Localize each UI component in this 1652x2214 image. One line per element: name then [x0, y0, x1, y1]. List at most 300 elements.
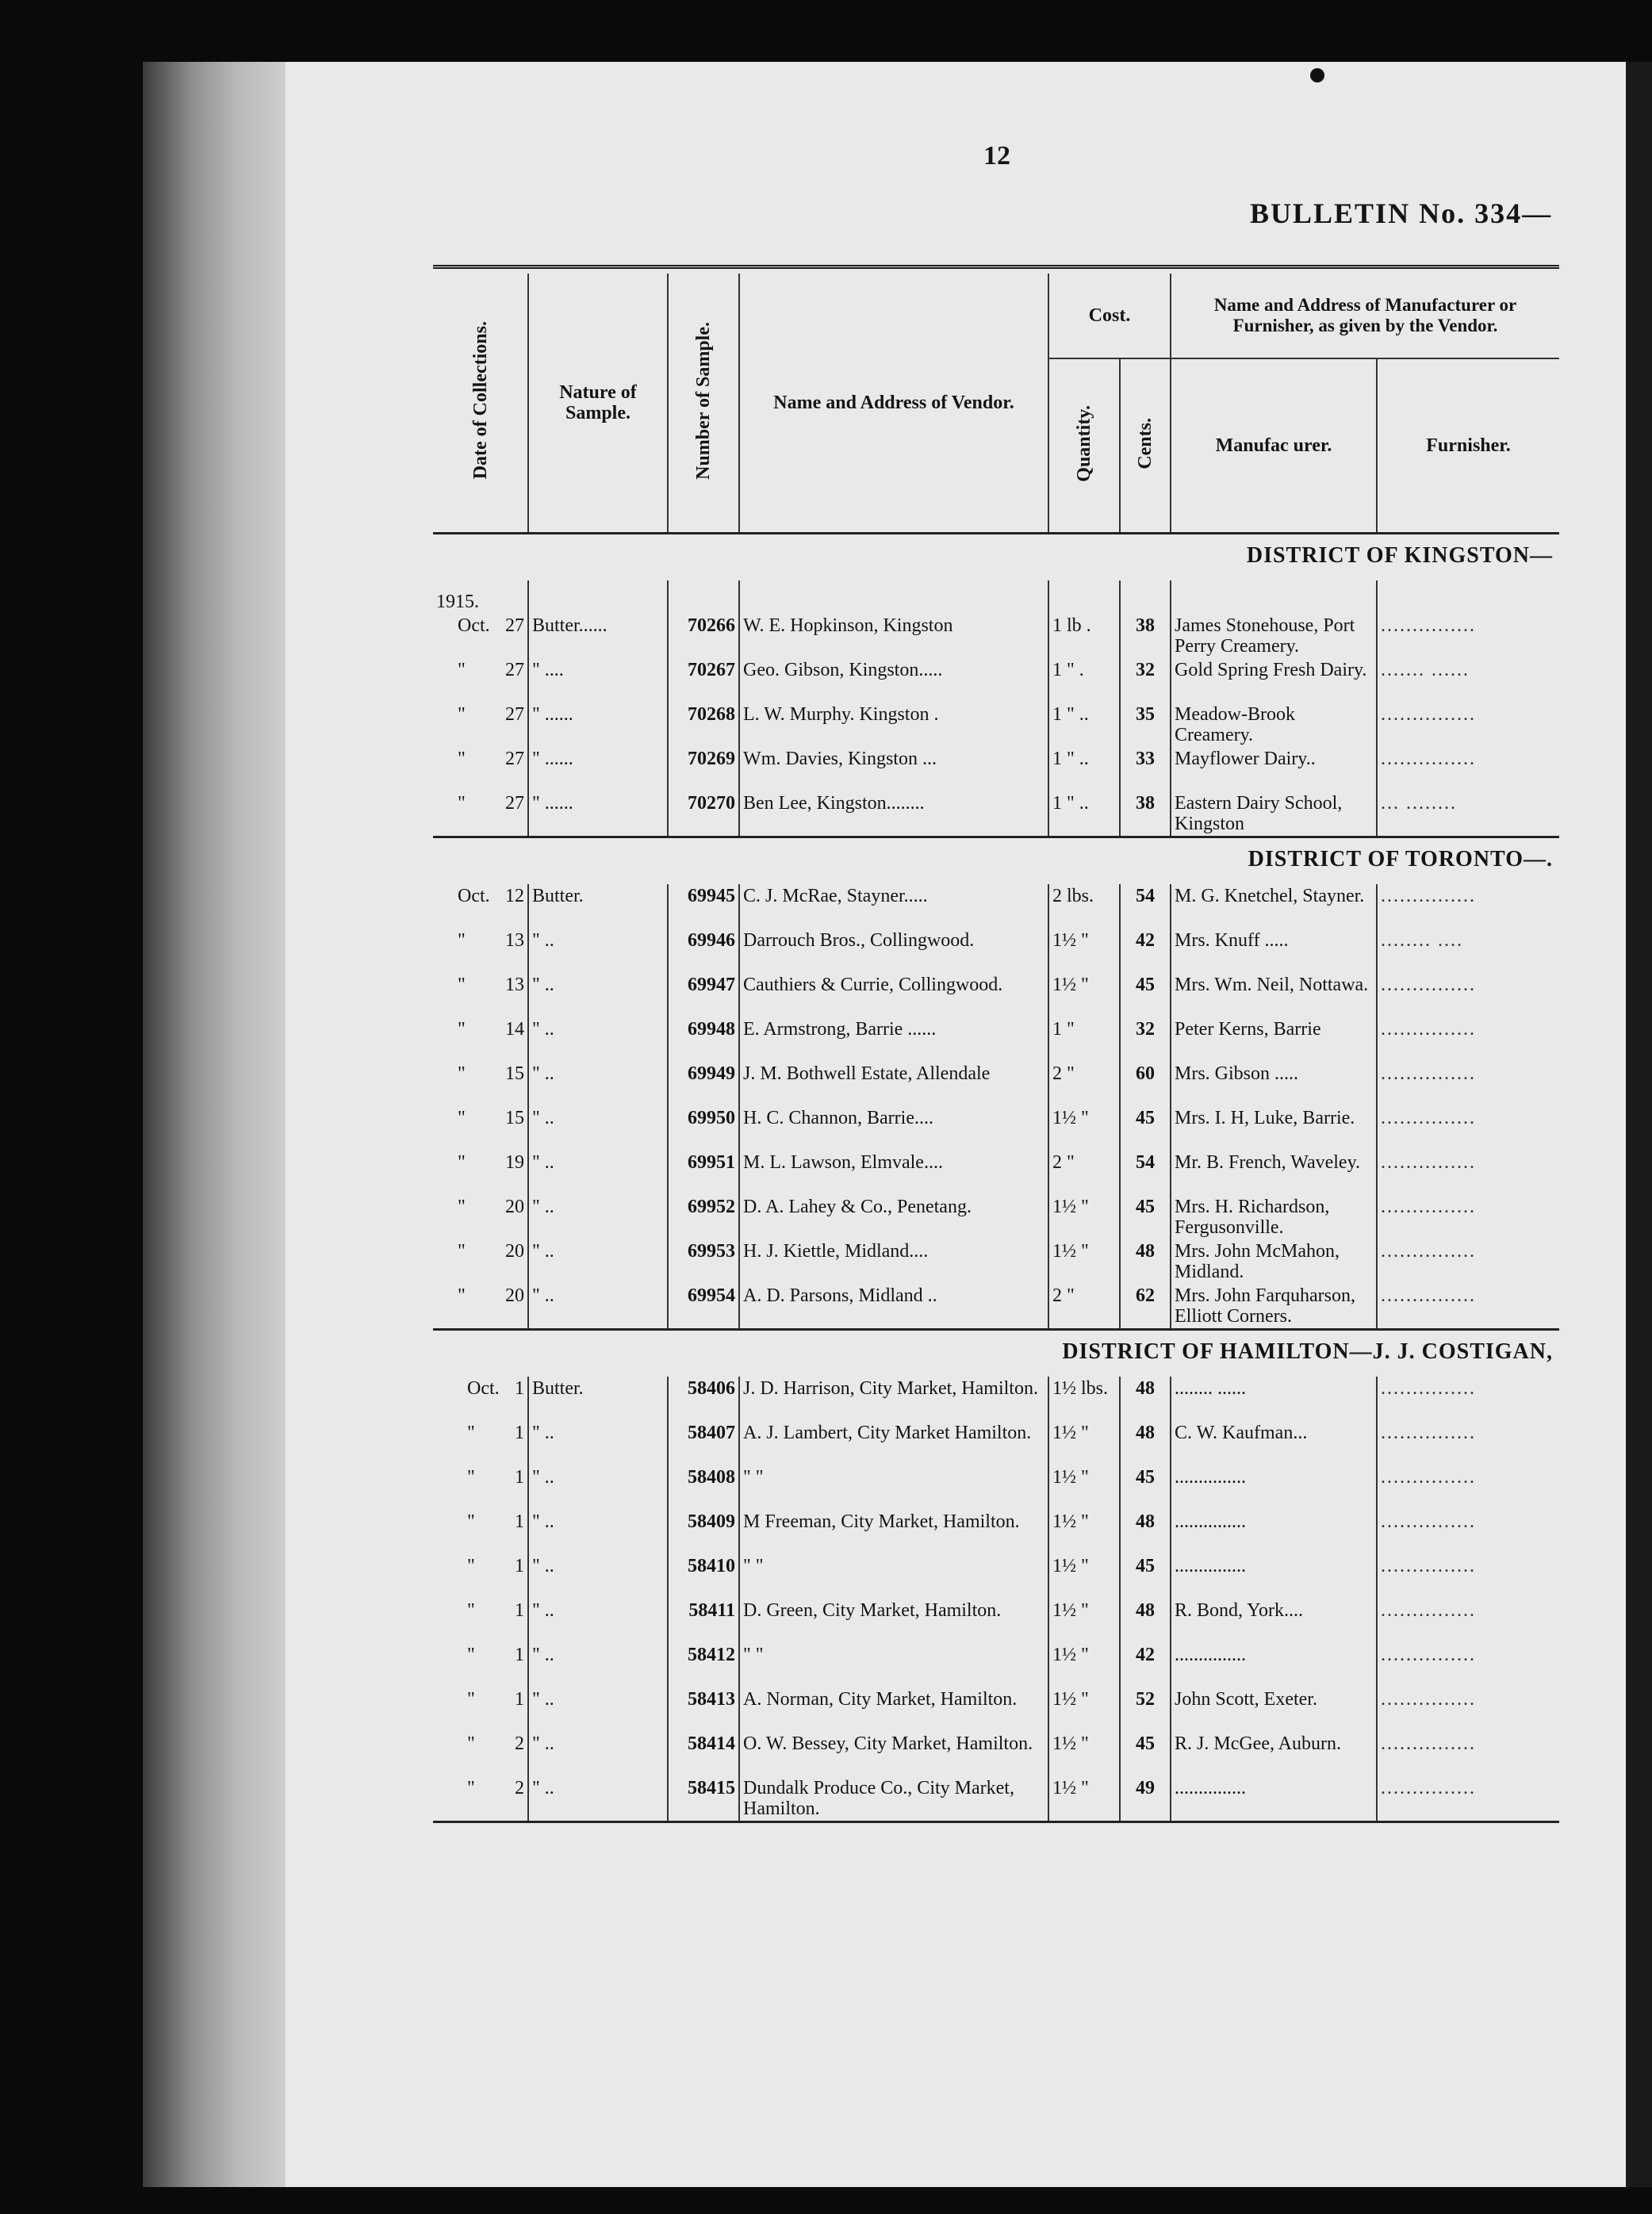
empty-cell: [1048, 580, 1120, 614]
month-text: ": [467, 1733, 475, 1754]
vendor-cell: H. C. Channon, Barrie....: [739, 1106, 1048, 1151]
manufacturer-cell: R. J. McGee, Auburn.: [1171, 1732, 1377, 1776]
month-text: ": [458, 660, 466, 680]
col-vendor-header: Name and Address of Vendor.: [739, 274, 1048, 534]
manufacturer-cell: Mrs. I. H, Luke, Barrie.: [1171, 1106, 1377, 1151]
district-heading-row: [433, 534, 1559, 581]
furnisher-cell: ...............: [1381, 1063, 1476, 1084]
cents-cell: 60: [1120, 1062, 1171, 1106]
col-number-header: Number of Sample.: [668, 274, 739, 534]
table-row: [433, 747, 1559, 791]
cents-cell: 52: [1120, 1687, 1171, 1732]
sample-number-cell: 58414: [668, 1732, 739, 1776]
quantity-cell: 1½ ": [1048, 1239, 1120, 1284]
manufacturer-cell: Mr. B. French, Waveley.: [1171, 1151, 1377, 1195]
date-cell: [433, 973, 528, 1017]
cents-cell: 45: [1120, 973, 1171, 1017]
nature-cell: " ..: [528, 1017, 668, 1062]
month-text: ": [467, 1645, 475, 1665]
date-cell: [433, 1465, 528, 1510]
table-body: [433, 267, 1559, 1827]
day-text: 1: [515, 1600, 524, 1621]
quantity-cell: 1½ ": [1048, 1510, 1120, 1554]
bulletin-title: BULLETIN No. 334—: [1250, 197, 1553, 229]
quantity-cell: 2 lbs.: [1048, 884, 1120, 929]
sample-number-cell: 69953: [668, 1239, 739, 1284]
day-text: 20: [505, 1197, 524, 1217]
manufacturer-cell: Mrs. John McMahon, Midland.: [1171, 1239, 1377, 1284]
table-row: [433, 1643, 1559, 1687]
cents-cell: 48: [1120, 1377, 1171, 1421]
cents-cell: 38: [1120, 614, 1171, 658]
manufacturer-cell: Mrs. Wm. Neil, Nottawa.: [1171, 973, 1377, 1017]
day-text: 14: [505, 1019, 524, 1040]
date-cell: [433, 791, 528, 837]
month-text: ": [458, 1152, 466, 1173]
ink-dot: [1310, 68, 1324, 82]
vendor-cell: Wm. Davies, Kingston ...: [739, 747, 1048, 791]
table-row: [433, 1284, 1559, 1330]
vendor-cell: Ben Lee, Kingston........: [739, 791, 1048, 837]
furnisher-cell: ...............: [1381, 1733, 1476, 1754]
samples-table: [433, 265, 1559, 1826]
district-title: DISTRICT OF KINGSTON—: [433, 534, 1559, 581]
furnisher-cell: ...............: [1381, 1645, 1476, 1665]
cents-cell: 42: [1120, 1643, 1171, 1687]
table-row: [433, 1195, 1559, 1239]
vendor-cell: M Freeman, City Market, Hamilton.: [739, 1510, 1048, 1554]
month-text: ": [458, 1241, 466, 1262]
manufacturer-cell: M. G. Knetchel, Stayner.: [1171, 884, 1377, 929]
month-text: ": [458, 975, 466, 995]
cents-cell: 48: [1120, 1421, 1171, 1465]
date-cell: [433, 1554, 528, 1599]
day-text: 1: [515, 1378, 524, 1399]
sample-number-cell: 69947: [668, 973, 739, 1017]
sample-number-cell: 69949: [668, 1062, 739, 1106]
month-text: ": [458, 1285, 466, 1306]
quantity-cell: 1½ ": [1048, 1421, 1120, 1465]
date-cell: [433, 1776, 528, 1822]
month-text: Oct.: [467, 1378, 500, 1399]
quantity-cell: 2 ": [1048, 1062, 1120, 1106]
manufacturer-cell: ...............: [1171, 1776, 1377, 1822]
furnisher-cell: ...............: [1381, 1241, 1476, 1262]
manufacturer-cell: Mrs. H. Richardson, Fergusonville.: [1171, 1195, 1377, 1239]
furnisher-cell: ...............: [1381, 1285, 1476, 1306]
cents-cell: 49: [1120, 1776, 1171, 1822]
quantity-cell: 1½ ": [1048, 1195, 1120, 1239]
manufacturer-cell: Eastern Dairy School, Kingston: [1171, 791, 1377, 837]
cents-cell: 45: [1120, 1195, 1171, 1239]
date-cell: [433, 1106, 528, 1151]
furnisher-cell: ...............: [1381, 1467, 1476, 1488]
col-cents-header: Cents.: [1120, 358, 1171, 534]
empty-cell: [528, 580, 668, 614]
month-text: ": [458, 1063, 466, 1084]
month-text: ": [467, 1467, 475, 1488]
day-text: 27: [505, 793, 524, 814]
empty-cell: [1377, 580, 1559, 614]
month-text: ": [467, 1511, 475, 1532]
quantity-cell: 1 " ..: [1048, 791, 1120, 837]
day-text: 1: [515, 1645, 524, 1665]
manufacturer-cell: Mrs. John Farquharson, Elliott Corners.: [1171, 1284, 1377, 1330]
sample-number-cell: 58411: [668, 1599, 739, 1643]
quantity-cell: 1½ lbs.: [1048, 1377, 1120, 1421]
vendor-cell: D. Green, City Market, Hamilton.: [739, 1599, 1048, 1643]
vendor-cell: W. E. Hopkinson, Kingston: [739, 614, 1048, 658]
day-text: 1: [515, 1556, 524, 1576]
vendor-cell: L. W. Murphy. Kingston .: [739, 703, 1048, 747]
date-cell: [433, 1195, 528, 1239]
vendor-cell: " ": [739, 1554, 1048, 1599]
table-row: [433, 1239, 1559, 1284]
sample-number-cell: 69946: [668, 929, 739, 973]
furnisher-cell: ...............: [1381, 615, 1476, 636]
nature-cell: " ......: [528, 747, 668, 791]
manufacturer-cell: Meadow-Brook Creamery.: [1171, 703, 1377, 747]
cents-cell: 45: [1120, 1106, 1171, 1151]
furnisher-cell: ...............: [1381, 1556, 1476, 1576]
sample-number-cell: 69948: [668, 1017, 739, 1062]
cents-cell: 32: [1120, 658, 1171, 703]
cents-cell: 33: [1120, 747, 1171, 791]
quantity-cell: 1½ ": [1048, 1687, 1120, 1732]
furnisher-cell: ...............: [1381, 1152, 1476, 1173]
manufacturer-cell: Gold Spring Fresh Dairy.: [1171, 658, 1377, 703]
month-text: Oct.: [458, 886, 490, 906]
quantity-cell: 1 " ..: [1048, 747, 1120, 791]
quantity-cell: 1½ ": [1048, 1643, 1120, 1687]
nature-cell: " ..: [528, 1776, 668, 1822]
manufacturer-cell: C. W. Kaufman...: [1171, 1421, 1377, 1465]
nature-cell: " ..: [528, 929, 668, 973]
vendor-cell: Cauthiers & Currie, Collingwood.: [739, 973, 1048, 1017]
month-text: ": [458, 793, 466, 814]
sample-number-cell: 69954: [668, 1284, 739, 1330]
quantity-cell: 1 lb .: [1048, 614, 1120, 658]
day-text: 27: [505, 660, 524, 680]
nature-cell: " ..: [528, 1239, 668, 1284]
sample-number-cell: 58412: [668, 1643, 739, 1687]
nature-cell: Butter......: [528, 614, 668, 658]
sample-number-cell: 58410: [668, 1554, 739, 1599]
vendor-cell: E. Armstrong, Barrie ......: [739, 1017, 1048, 1062]
cents-cell: 45: [1120, 1465, 1171, 1510]
sample-number-cell: 58406: [668, 1377, 739, 1421]
sample-number-cell: 58415: [668, 1776, 739, 1822]
table-row: [433, 1776, 1559, 1822]
quantity-cell: 1 ": [1048, 1017, 1120, 1062]
quantity-cell: 1½ ": [1048, 1465, 1120, 1510]
sample-number-cell: 70268: [668, 703, 739, 747]
month-text: ": [467, 1600, 475, 1621]
sample-number-cell: 70267: [668, 658, 739, 703]
cents-cell: 48: [1120, 1510, 1171, 1554]
quantity-cell: 1½ ": [1048, 1106, 1120, 1151]
sample-number-cell: 69951: [668, 1151, 739, 1195]
quantity-cell: 1 " ..: [1048, 703, 1120, 747]
empty-cell: [1171, 580, 1377, 614]
furnisher-cell: ...............: [1381, 1378, 1476, 1399]
manufacturer-cell: Mayflower Dairy..: [1171, 747, 1377, 791]
day-text: 27: [505, 615, 524, 636]
nature-cell: " ..: [528, 1195, 668, 1239]
vendor-cell: M. L. Lawson, Elmvale....: [739, 1151, 1048, 1195]
table-row: [433, 1421, 1559, 1465]
month-text: ": [467, 1423, 475, 1443]
furnisher-cell: ... ........: [1381, 793, 1457, 814]
sample-number-cell: 69945: [668, 884, 739, 929]
furnisher-cell: ...............: [1381, 749, 1476, 769]
col-maker-group-header: Name and Address of Manufacturer or Furnisher, as given by the Vendor.: [1213, 294, 1517, 335]
vendor-cell: A. J. Lambert, City Market Hamilton.: [739, 1421, 1048, 1465]
nature-cell: " ..: [528, 973, 668, 1017]
cents-cell: 48: [1120, 1599, 1171, 1643]
quantity-cell: 2 ": [1048, 1151, 1120, 1195]
date-cell: [433, 614, 528, 658]
table-row: [433, 1687, 1559, 1732]
month-text: ": [458, 749, 466, 769]
nature-cell: " ..: [528, 1554, 668, 1599]
manufacturer-cell: ...............: [1171, 1510, 1377, 1554]
nature-cell: " ..: [528, 1151, 668, 1195]
cents-cell: 38: [1120, 791, 1171, 837]
nature-cell: " ..: [528, 1732, 668, 1776]
furnisher-cell: ...............: [1381, 1778, 1476, 1798]
date-cell: [433, 1151, 528, 1195]
month-text: ": [458, 1019, 466, 1040]
day-text: 1: [515, 1689, 524, 1710]
manufacturer-cell: ...............: [1171, 1465, 1377, 1510]
date-cell: [433, 1239, 528, 1284]
vendor-cell: A. D. Parsons, Midland ..: [739, 1284, 1048, 1330]
day-text: 1: [515, 1467, 524, 1488]
cents-cell: 42: [1120, 929, 1171, 973]
day-text: 15: [505, 1108, 524, 1128]
vendor-cell: C. J. McRae, Stayner.....: [739, 884, 1048, 929]
quantity-cell: 1½ ": [1048, 1554, 1120, 1599]
year-label: 1915.: [433, 580, 528, 614]
day-text: 27: [505, 704, 524, 725]
table-row: [433, 1554, 1559, 1599]
month-text: ": [458, 704, 466, 725]
vendor-cell: A. Norman, City Market, Hamilton.: [739, 1687, 1048, 1732]
col-quantity-header: Quantity.: [1048, 358, 1120, 534]
month-text: ": [467, 1689, 475, 1710]
furnisher-cell: ...............: [1381, 1019, 1476, 1040]
cents-cell: 45: [1120, 1732, 1171, 1776]
nature-cell: Butter.: [528, 1377, 668, 1421]
month-text: ": [467, 1778, 475, 1798]
furnisher-cell: ...............: [1381, 1511, 1476, 1532]
cents-cell: 32: [1120, 1017, 1171, 1062]
quantity-cell: 1½ ": [1048, 1599, 1120, 1643]
vendor-cell: J. D. Harrison, City Market, Hamilton.: [739, 1377, 1048, 1421]
manufacturer-cell: James Stonehouse, Port Perry Creamery.: [1171, 614, 1377, 658]
district-heading-row: [433, 1330, 1559, 1377]
quantity-cell: 1½ ": [1048, 1776, 1120, 1822]
nature-cell: " ..: [528, 1062, 668, 1106]
manufacturer-cell: Peter Kerns, Barrie: [1171, 1017, 1377, 1062]
manufacturer-cell: R. Bond, York....: [1171, 1599, 1377, 1643]
nature-cell: " ..: [528, 1599, 668, 1643]
day-text: 15: [505, 1063, 524, 1084]
furnisher-cell: ...............: [1381, 1108, 1476, 1128]
nature-cell: " ..: [528, 1284, 668, 1330]
date-cell: [433, 1284, 528, 1330]
header-row-1: [433, 274, 1559, 358]
date-cell: [433, 1062, 528, 1106]
empty-cell: [668, 580, 739, 614]
sample-number-cell: 69950: [668, 1106, 739, 1151]
date-cell: [433, 658, 528, 703]
manufacturer-cell: Mrs. Gibson .....: [1171, 1062, 1377, 1106]
vendor-cell: Geo. Gibson, Kingston.....: [739, 658, 1048, 703]
quantity-cell: 1½ ": [1048, 1732, 1120, 1776]
year-row: [433, 580, 1559, 614]
col-date-header: Date of Collections.: [433, 274, 528, 534]
cents-cell: 48: [1120, 1239, 1171, 1284]
date-cell: [433, 747, 528, 791]
table-row: [433, 658, 1559, 703]
quantity-cell: 2 ": [1048, 1284, 1120, 1330]
month-text: ": [458, 1108, 466, 1128]
col-manufacturer-header: Manufac urer.: [1171, 358, 1377, 534]
furnisher-cell: ...............: [1381, 704, 1476, 725]
day-text: 20: [505, 1285, 524, 1306]
nature-cell: Butter.: [528, 884, 668, 929]
month-text: ": [458, 930, 466, 951]
document-page: [286, 62, 1626, 2187]
sample-number-cell: 70269: [668, 747, 739, 791]
day-text: 2: [515, 1733, 524, 1754]
nature-cell: " ..: [528, 1510, 668, 1554]
table-row: [433, 614, 1559, 658]
vendor-cell: D. A. Lahey & Co., Penetang.: [739, 1195, 1048, 1239]
day-text: 19: [505, 1152, 524, 1173]
table-row: [433, 1017, 1559, 1062]
nature-cell: " ..: [528, 1687, 668, 1732]
sample-number-cell: 58407: [668, 1421, 739, 1465]
nature-cell: " ......: [528, 791, 668, 837]
day-text: 1: [515, 1511, 524, 1532]
empty-cell: [1120, 580, 1171, 614]
manufacturer-cell: ...............: [1171, 1554, 1377, 1599]
day-text: 27: [505, 749, 524, 769]
scan-border-left: [143, 62, 301, 2187]
manufacturer-cell: John Scott, Exeter.: [1171, 1687, 1377, 1732]
month-text: Oct.: [458, 615, 490, 636]
bottom-rule: [433, 1822, 1559, 1827]
table-row: [433, 1106, 1559, 1151]
table-row: [433, 1151, 1559, 1195]
quantity-cell: 1½ ": [1048, 973, 1120, 1017]
sample-number-cell: 69952: [668, 1195, 739, 1239]
manufacturer-cell: ........ ......: [1171, 1377, 1377, 1421]
cents-cell: 62: [1120, 1284, 1171, 1330]
date-cell: [433, 703, 528, 747]
furnisher-cell: ...............: [1381, 1600, 1476, 1621]
table-row: [433, 929, 1559, 973]
manufacturer-cell: ...............: [1171, 1643, 1377, 1687]
nature-cell: " ..: [528, 1106, 668, 1151]
col-nature-header: Nature of Sample.: [528, 274, 668, 534]
day-text: 13: [505, 930, 524, 951]
table-row: [433, 791, 1559, 837]
day-text: 13: [505, 975, 524, 995]
district-heading-row: [433, 837, 1559, 885]
day-text: 12: [505, 886, 524, 906]
table-row: [433, 1510, 1559, 1554]
vendor-cell: O. W. Bessey, City Market, Hamilton.: [739, 1732, 1048, 1776]
page-number: 12: [983, 141, 1010, 170]
vendor-cell: " ": [739, 1465, 1048, 1510]
date-cell: [433, 1017, 528, 1062]
sample-number-cell: 58408: [668, 1465, 739, 1510]
month-text: ": [467, 1556, 475, 1576]
furnisher-cell: ...............: [1381, 1689, 1476, 1710]
table-row: [433, 973, 1559, 1017]
empty-cell: [739, 580, 1048, 614]
date-cell: [433, 1643, 528, 1687]
manufacturer-cell: Mrs. Knuff .....: [1171, 929, 1377, 973]
nature-cell: " ..: [528, 1421, 668, 1465]
top-rule: [433, 267, 1559, 274]
sample-number-cell: 58409: [668, 1510, 739, 1554]
vendor-cell: " ": [739, 1643, 1048, 1687]
district-title: DISTRICT OF HAMILTON—J. J. COSTIGAN,: [433, 1330, 1559, 1377]
date-cell: [433, 1687, 528, 1732]
cents-cell: 35: [1120, 703, 1171, 747]
date-cell: [433, 1599, 528, 1643]
nature-cell: " ......: [528, 703, 668, 747]
col-cost-header: Cost.: [1048, 274, 1171, 358]
sample-number-cell: 70266: [668, 614, 739, 658]
cents-cell: 54: [1120, 884, 1171, 929]
quantity-cell: 1½ ": [1048, 929, 1120, 973]
nature-cell: " ....: [528, 658, 668, 703]
sample-number-cell: 58413: [668, 1687, 739, 1732]
cents-cell: 45: [1120, 1554, 1171, 1599]
furnisher-cell: ...............: [1381, 886, 1476, 906]
month-text: ": [458, 1197, 466, 1217]
nature-cell: " ..: [528, 1643, 668, 1687]
date-cell: [433, 1421, 528, 1465]
table-row: [433, 1732, 1559, 1776]
table-row: [433, 1377, 1559, 1421]
sample-number-cell: 70270: [668, 791, 739, 837]
furnisher-cell: ...............: [1381, 975, 1476, 995]
nature-cell: " ..: [528, 1465, 668, 1510]
furnisher-cell: ...............: [1381, 1197, 1476, 1217]
quantity-cell: 1 " .: [1048, 658, 1120, 703]
day-text: 2: [515, 1778, 524, 1798]
day-text: 20: [505, 1241, 524, 1262]
furnisher-cell: ........ ....: [1381, 930, 1463, 951]
district-title: DISTRICT OF TORONTO—.: [433, 837, 1559, 885]
cents-cell: 54: [1120, 1151, 1171, 1195]
date-cell: [433, 884, 528, 929]
day-text: 1: [515, 1423, 524, 1443]
table-row: [433, 1599, 1559, 1643]
vendor-cell: H. J. Kiettle, Midland....: [739, 1239, 1048, 1284]
furnisher-cell: ....... ......: [1381, 660, 1470, 680]
table-row: [433, 703, 1559, 747]
date-cell: [433, 929, 528, 973]
furnisher-cell: ...............: [1381, 1423, 1476, 1443]
